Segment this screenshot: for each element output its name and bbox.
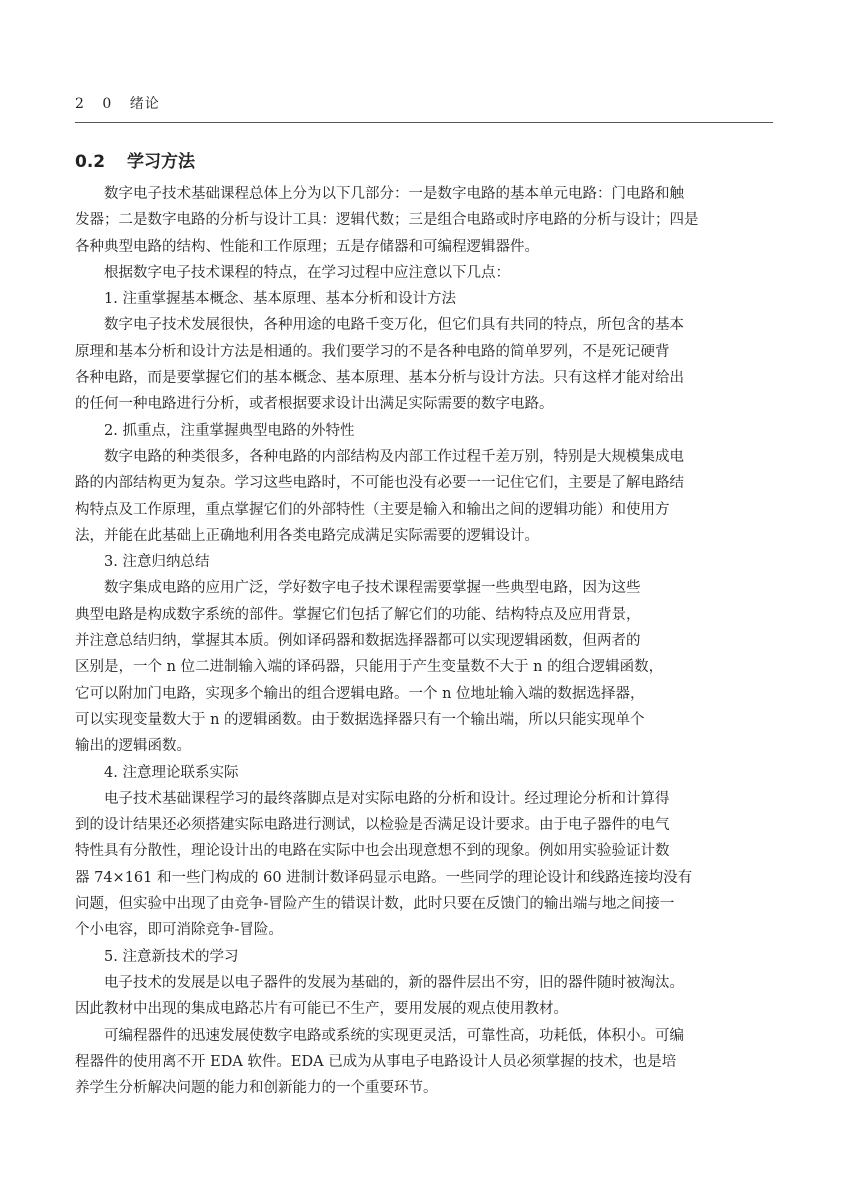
text-line: 发器；二是数字电路的分析与设计工具：逻辑代数；三是组合电路或时序电路的分析与设计；四是	[75, 212, 699, 229]
header-divider	[75, 122, 773, 123]
text-line: 构特点及工作原理，重点掌握它们的外部特性（主要是输入和输出之间的逻辑功能）和使用方	[75, 501, 670, 518]
text-line: 区别是，一个 n 位二进制输入端的译码器，只能用于产生变量数不大于 n 的组合逻辑函数，	[75, 659, 664, 676]
text-line: 各种电路，而是要掌握它们的基本概念、基本原理、基本分析与设计方法。只有这样才能对给出	[75, 370, 684, 387]
running-header	[75, 93, 160, 113]
text-line: 4. 注意理论联系实际	[75, 764, 239, 781]
text-line: 可编程器件的迅速发展使数字电路或系统的实现更灵活，可靠性高，功耗低，体积小。可编	[75, 1027, 684, 1044]
text-line: 典型电路是构成数字系统的部件。掌握它们包括了解它们的功能、结构特点及应用背景，	[75, 606, 641, 623]
section-heading	[75, 147, 195, 172]
chapter-number: 0	[102, 96, 113, 112]
text-line: 5. 注意新技术的学习	[75, 948, 239, 965]
section-number: 0.2	[75, 152, 106, 172]
text-line: 问题，但实验中出现了由竞争-冒险产生的错误计数，此时只要在反馈门的输出端与地之间接一	[75, 896, 675, 913]
text-line: 3. 注意归纳总结	[75, 554, 210, 571]
chapter-title: 绪论	[129, 96, 160, 112]
text-line: 电子技术基础课程学习的最终落脚点是对实际电路的分析和设计。经过理论分析和计算得	[75, 790, 670, 807]
body-text	[75, 181, 773, 1101]
text-line: 器 74×161 和一些门构成的 60 进制计数译码显示电路。一些同学的理论设计和线路连接均没有	[75, 869, 693, 886]
text-line: 到的设计结果还必须搭建实际电路进行测试，以检验是否满足设计要求。由于电子器件的电气	[75, 817, 670, 834]
text-line: 输出的逻辑函数。	[75, 738, 191, 755]
section-title: 学习方法	[127, 152, 196, 172]
text-line: 的任何一种电路进行分析，或者根据要求设计出满足实际需要的数字电路。	[75, 396, 554, 413]
text-line: 数字集成电路的应用广泛，学好数字电子技术课程需要掌握一些典型电路，因为这些	[75, 580, 641, 597]
text-line: 特性具有分散性，理论设计出的电路在实际中也会出现意想不到的现象。例如用实验验证计数	[75, 843, 670, 860]
page-number: 2	[75, 96, 85, 112]
text-line: 电子技术的发展是以电子器件的发展为基础的，新的器件层出不穷，旧的器件随时被淘汰。	[75, 974, 684, 991]
text-line: 可以实现变量数大于 n 的逻辑函数。由于数据选择器只有一个输出端，所以只能实现单个	[75, 711, 645, 728]
text-line: 养学生分析解决问题的能力和创新能力的一个重要环节。	[75, 1080, 438, 1097]
text-line: 数字电子技术基础课程总体上分为以下几部分：一是数字电路的基本单元电路：门电路和触	[75, 186, 684, 202]
text-line: 法，并能在此基础上正确地利用各类电路完成满足实际需要的逻辑设计。	[75, 527, 539, 544]
text-line: 数字电路的种类很多，各种电路的内部结构及内部工作过程千差万别，特别是大规模集成电	[75, 448, 684, 465]
text-line: 各种典型电路的结构、性能和工作原理；五是存储器和可编程逻辑器件。	[75, 238, 539, 255]
text-line: 程器件的使用离不开 EDA 软件。EDA 已成为从事电子电路设计人员必须掌握的技术，也是培	[75, 1053, 677, 1070]
text-line: 并注意总结归纳，掌握其本质。例如译码器和数据选择器都可以实现逻辑函数，但两者的	[75, 633, 641, 650]
text-line: 2. 抓重点，注重掌握典型电路的外特性	[75, 422, 355, 439]
text-line: 根据数字电子技术课程的特点，在学习过程中应注意以下几点：	[75, 264, 510, 281]
text-line: 原理和基本分析和设计方法是相通的。我们要学习的不是各种电路的简单罗列，不是死记硬背	[75, 343, 670, 360]
text-line: 它可以附加门电路，实现多个输出的组合逻辑电路。一个 n 位地址输入端的数据选择器，	[75, 685, 645, 702]
text-line: 个小电容，即可消除竞争-冒险。	[75, 922, 283, 939]
text-line: 路的内部结构更为复杂。学习这些电路时，不可能也没有必要一一记住它们，主要是了解电路结	[75, 475, 684, 492]
text-line: 数字电子技术发展很快，各种用途的电路千变万化，但它们具有共同的特点，所包含的基本	[75, 317, 684, 334]
text-line: 因此教材中出现的集成电路芯片有可能已不生产，要用发展的观点使用教材。	[75, 1001, 568, 1018]
text-line: 1. 注重掌握基本概念、基本原理、基本分析和设计方法	[75, 291, 456, 308]
